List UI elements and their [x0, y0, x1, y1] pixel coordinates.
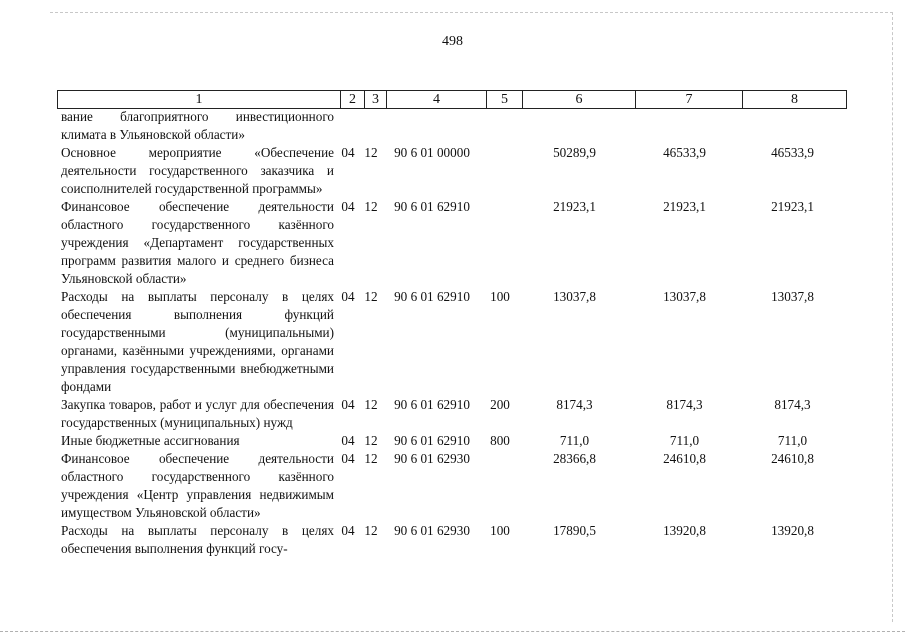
row-name: Расходы на выплаты персоналу в целях обеспечения выполнения функций госу- — [61, 523, 334, 556]
row-subsection: 12 — [364, 397, 378, 412]
row-target-code: 90 6 01 62930 — [394, 523, 470, 538]
row-target-code: 90 6 01 00000 — [394, 145, 470, 160]
row-amount-2: 46533,9 — [663, 145, 706, 160]
row-section: 04 — [341, 523, 355, 538]
row-name: Расходы на выплаты персоналу в целях обеспечения выполнения функций государственными (муниципальными) органами, казёнными учреждениями, органами управления государственными внебюджетными фондами — [61, 289, 334, 394]
header-col-5: 5 — [487, 91, 523, 108]
row-amount-3: 13037,8 — [771, 289, 814, 304]
header-col-1: 1 — [58, 91, 341, 108]
row-amount-2: 8174,3 — [666, 397, 703, 412]
budget-table-body — [57, 108, 847, 558]
row-amount-3: 13920,8 — [771, 523, 814, 538]
row-section: 04 — [341, 289, 355, 304]
row-name: Финансовое обеспечение деятельности областного государственного казённого учреждения «Центр управления недвижимым имуществом Ульяновской области» — [61, 451, 334, 520]
scan-border-right — [892, 12, 893, 622]
row-amount-2: 13920,8 — [663, 523, 706, 538]
row-section: 04 — [341, 397, 355, 412]
row-subsection: 12 — [364, 199, 378, 214]
row-subsection: 12 — [364, 523, 378, 538]
row-amount-2: 711,0 — [669, 433, 700, 448]
row-amount-3: 21923,1 — [771, 199, 814, 214]
row-amount-1: 28366,8 — [553, 451, 596, 466]
row-amount-3: 46533,9 — [771, 145, 814, 160]
row-section — [336, 108, 360, 144]
row-amount-2: 13037,8 — [663, 289, 706, 304]
row-amount-2: 24610,8 — [663, 451, 706, 466]
header-col-3: 3 — [365, 91, 387, 108]
page-number: 498 — [442, 34, 463, 49]
table-header — [57, 90, 847, 109]
row-amount-2: 21923,1 — [663, 199, 706, 214]
row-expense-type: 200 — [490, 397, 510, 412]
row-target-code: 90 6 01 62910 — [394, 397, 470, 412]
row-subsection: 12 — [364, 145, 378, 160]
row-expense-type: 100 — [490, 289, 510, 304]
row-amount-1: 13037,8 — [553, 289, 596, 304]
row-subsection: 12 — [364, 433, 378, 448]
row-amount-1: 8174,3 — [556, 397, 593, 412]
table-row — [57, 450, 847, 522]
row-amount-3 — [738, 108, 847, 144]
row-amount-1 — [518, 108, 631, 144]
row-expense-type — [482, 144, 518, 198]
row-name: Основное мероприятие «Обеспечение деятельности государственного заказчика и соисполнителей государственной программы» — [61, 145, 334, 196]
row-target-code — [382, 108, 482, 144]
header-col-2: 2 — [341, 91, 365, 108]
row-name: вание благоприятного инвестиционного климата в Ульяновской области» — [61, 109, 334, 142]
row-amount-3: 711,0 — [777, 433, 808, 448]
scan-border-bottom — [0, 631, 905, 632]
row-expense-type — [482, 450, 518, 522]
row-expense-type: 800 — [490, 433, 510, 448]
table-row — [57, 108, 847, 144]
row-subsection: 12 — [364, 451, 378, 466]
table-row — [57, 198, 847, 288]
table-row — [57, 396, 847, 432]
row-section: 04 — [341, 433, 355, 448]
row-section: 04 — [341, 145, 355, 160]
row-subsection — [360, 108, 382, 144]
row-section: 04 — [341, 199, 355, 214]
row-amount-2 — [631, 108, 738, 144]
row-expense-type — [482, 198, 518, 288]
row-expense-type: 100 — [490, 523, 510, 538]
table-row — [57, 288, 847, 396]
row-target-code: 90 6 01 62910 — [394, 433, 470, 448]
row-subsection: 12 — [364, 289, 378, 304]
scan-border-top — [50, 12, 893, 13]
header-col-7: 7 — [636, 91, 743, 108]
table-row — [57, 144, 847, 198]
row-name: Иные бюджетные ассигнования — [61, 433, 240, 448]
row-amount-1: 50289,9 — [553, 145, 596, 160]
row-amount-1: 17890,5 — [553, 523, 596, 538]
row-name: Закупка товаров, работ и услуг для обеспечения государственных (муниципальных) нужд — [61, 397, 334, 430]
row-section: 04 — [341, 451, 355, 466]
row-amount-1: 21923,1 — [553, 199, 596, 214]
header-col-8: 8 — [743, 91, 847, 108]
row-amount-3: 24610,8 — [771, 451, 814, 466]
row-target-code: 90 6 01 62910 — [394, 199, 470, 214]
row-amount-3: 8174,3 — [774, 397, 811, 412]
row-name: Финансовое обеспечение деятельности областного государственного казённого учреждения «Департамент государственных программ развития малого и среднего бизнеса Ульяновской области» — [61, 199, 334, 286]
row-target-code: 90 6 01 62930 — [394, 451, 470, 466]
table-row — [57, 432, 847, 450]
row-expense-type — [482, 108, 518, 144]
header-col-6: 6 — [523, 91, 636, 108]
header-col-4: 4 — [387, 91, 487, 108]
row-amount-1: 711,0 — [559, 433, 590, 448]
row-target-code: 90 6 01 62910 — [394, 289, 470, 304]
table-row — [57, 522, 847, 558]
